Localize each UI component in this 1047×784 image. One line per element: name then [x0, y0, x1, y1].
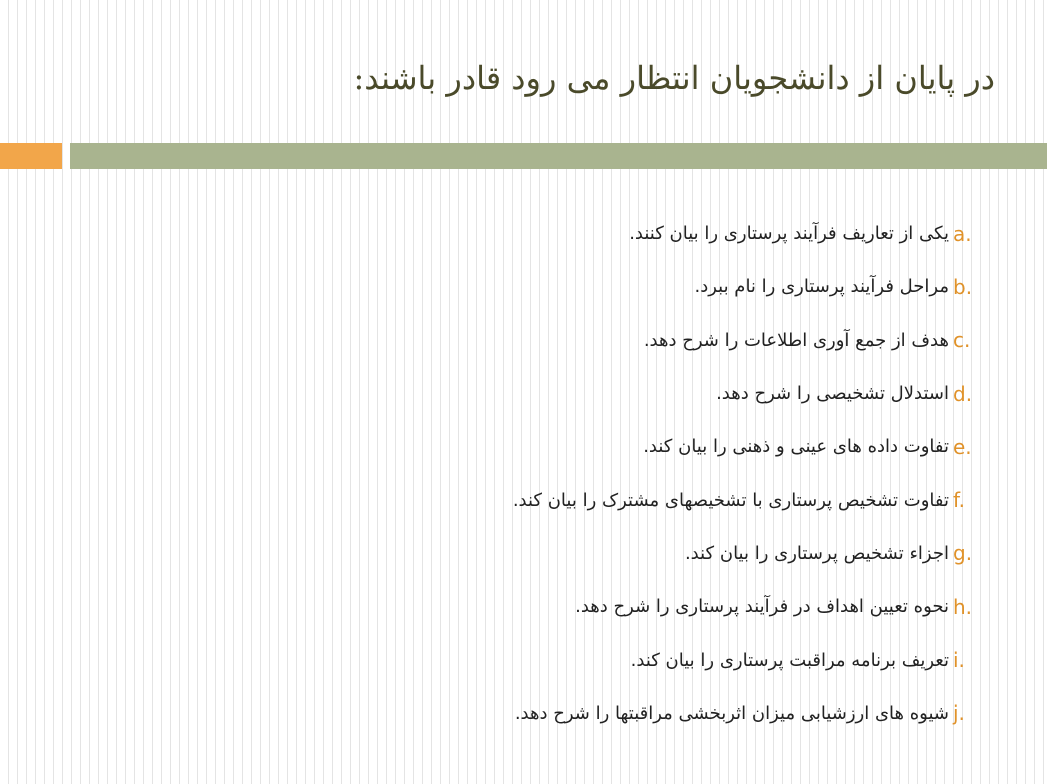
list-item: [171, 633, 991, 686]
list-item-text: تفاوت داده های عینی و ذهنی را بیان کند.: [643, 436, 949, 458]
list-item-text: هدف از جمع آوری اطلاعات را شرح دهد.: [643, 329, 949, 351]
list-marker: f.: [953, 488, 965, 513]
list-marker: i.: [953, 648, 965, 673]
list-item: [171, 527, 991, 580]
list-item-text: یکی از تعاریف فرآیند پرستاری را بیان کنند.: [629, 223, 949, 245]
list-marker: j.: [953, 701, 965, 726]
list-item-text: استدلال تشخیصی را شرح دهد.: [716, 383, 949, 405]
list-item: [171, 314, 991, 367]
list-marker: h.: [953, 594, 973, 619]
list-item: [171, 580, 991, 633]
list-item: [171, 420, 991, 473]
accent-green-bar: [70, 143, 1047, 169]
list-item-text: تفاوت تشخیص پرستاری با تشخیصهای مشترک را بیان کند.: [512, 489, 949, 511]
list-item: [171, 207, 991, 260]
list-marker: c.: [953, 328, 971, 353]
list-marker: a.: [953, 221, 972, 246]
list-marker: d.: [953, 381, 973, 406]
list-marker: e.: [953, 434, 972, 459]
objectives-list: [171, 207, 991, 740]
list-item-text: اجزاء تشخیص پرستاری را بیان کند.: [684, 542, 949, 564]
slide-title: در پایان از دانشجویان انتظار می رود قادر باشند:: [353, 59, 995, 97]
list-item-text: شیوه های ارزشیابی میزان اثربخشی مراقبتها را شرح دهد.: [514, 702, 949, 724]
list-item-text: تعریف برنامه مراقبت پرستاری را بیان کند.: [630, 649, 949, 671]
accent-orange-block: [0, 143, 62, 169]
list-item: [171, 367, 991, 420]
list-item-text: نحوه تعیین اهداف در فرآیند پرستاری را شرح دهد.: [575, 596, 949, 618]
list-item: [171, 260, 991, 313]
list-marker: g.: [953, 541, 973, 566]
list-item: [171, 687, 991, 740]
list-marker: b.: [953, 274, 973, 299]
list-item-text: مراحل فرآیند پرستاری را نام ببرد.: [694, 276, 949, 298]
list-item: [171, 473, 991, 526]
